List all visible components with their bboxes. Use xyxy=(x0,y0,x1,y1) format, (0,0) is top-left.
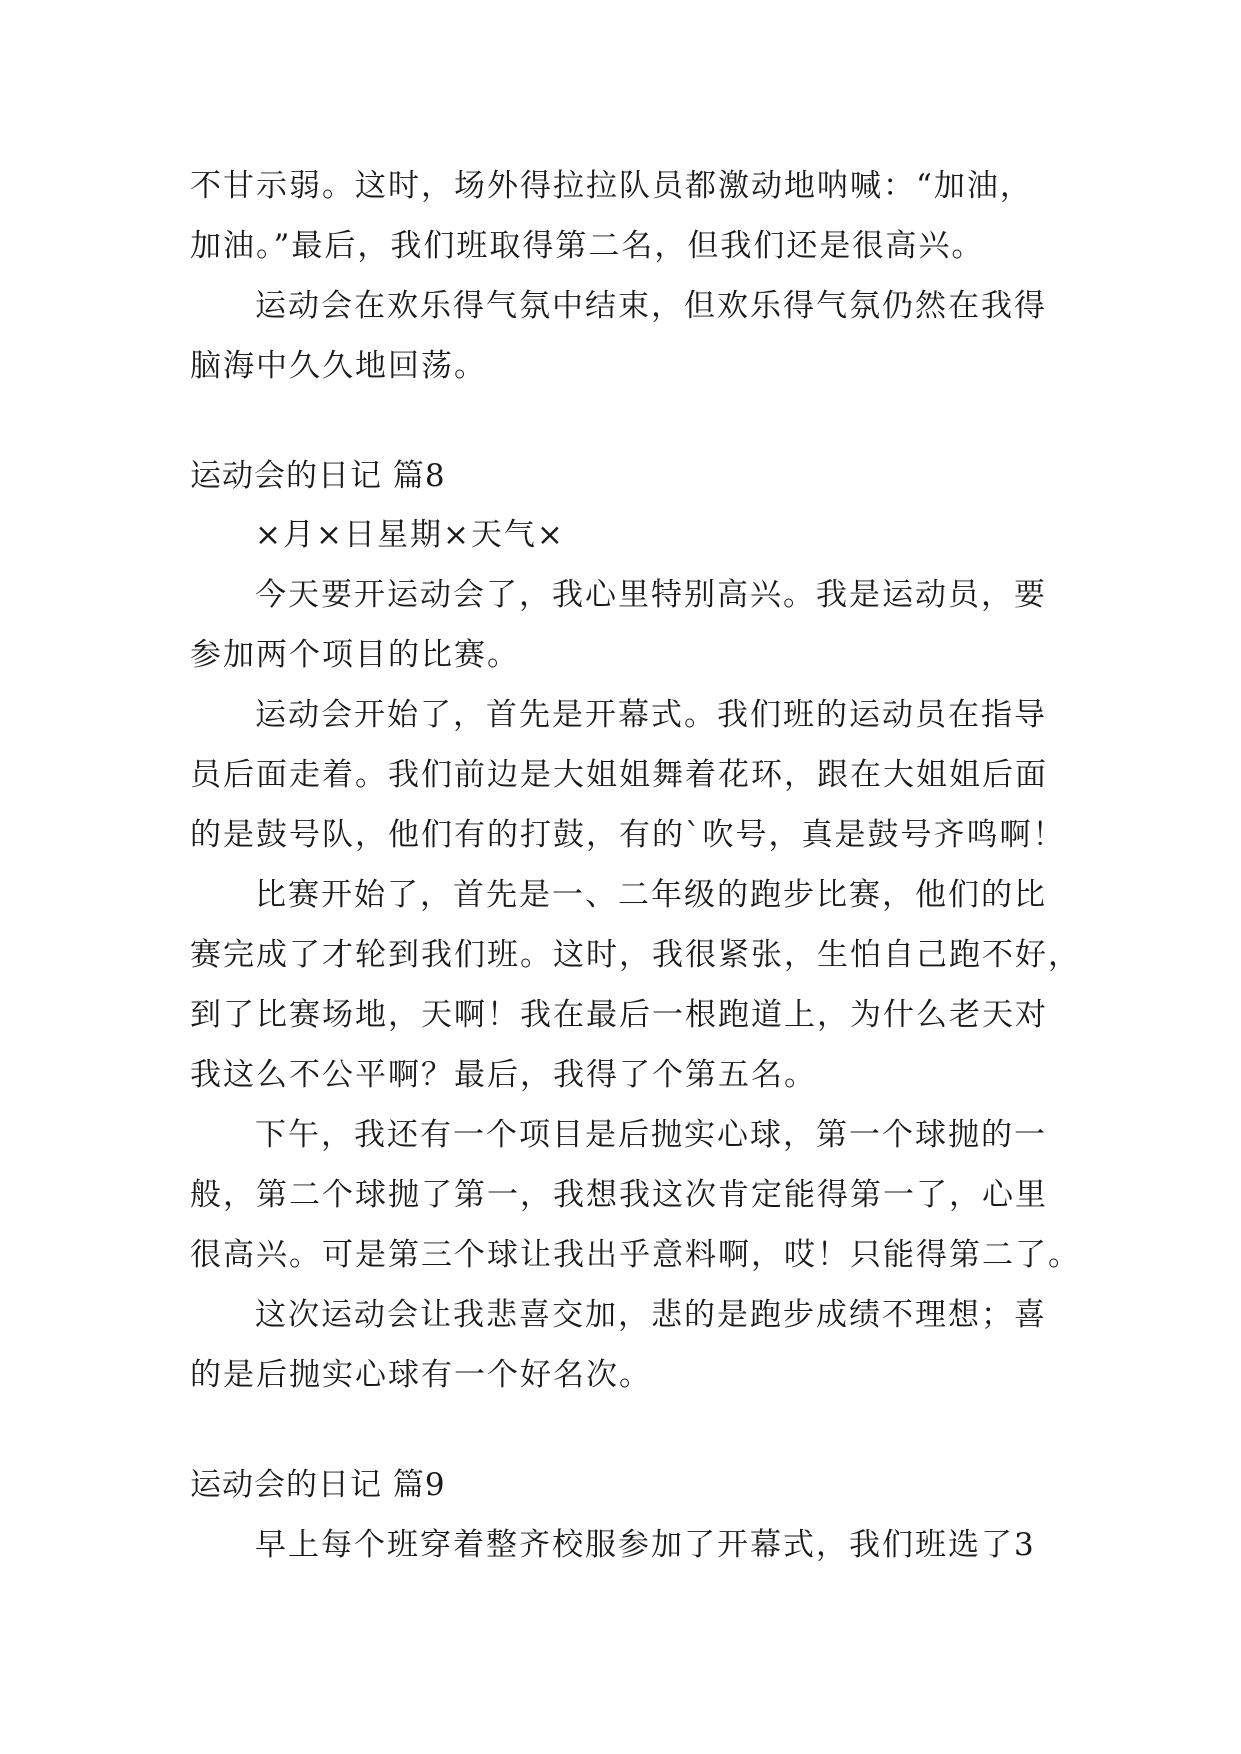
paragraph-line: 不甘示弱。这时，场外得拉拉队员都激动地呐喊：“加油， xyxy=(190,168,1033,204)
section-heading: 运动会的日记 篇8 xyxy=(190,458,446,494)
paragraph-line: 运动会在欢乐得气氛中结束，但欢乐得气氛仍然在我得 xyxy=(255,288,1047,324)
paragraph-line: ×月×日星期×天气× xyxy=(255,517,565,553)
paragraph-line: 加油。”最后，我们班取得第二名，但我们还是很高兴。 xyxy=(190,228,985,264)
paragraph-line: 比赛开始了，首先是一、二年级的跑步比赛，他们的比 xyxy=(255,877,1047,913)
paragraph-line: 的是后抛实心球有一个好名次。 xyxy=(190,1357,652,1393)
paragraph-line: 员后面走着。我们前边是大姐姐舞着花环，跟在大姐姐后面 xyxy=(190,757,1048,793)
paragraph-line: 下午，我还有一个项目是后抛实心球，第一个球抛的一 xyxy=(255,1117,1047,1153)
paragraph-line: 的是鼓号队，他们有的打鼓，有的`吹号，真是鼓号齐鸣啊！ xyxy=(190,817,1066,853)
paragraph-line: 参加两个项目的比赛。 xyxy=(190,637,520,673)
paragraph-line: 般，第二个球抛了第一，我想我这次肯定能得第一了，心里 xyxy=(190,1177,1048,1213)
paragraph-line: 这次运动会让我悲喜交加，悲的是跑步成绩不理想；喜 xyxy=(255,1297,1047,1333)
paragraph-line: 今天要开运动会了，我心里特别高兴。我是运动员，要 xyxy=(255,577,1047,613)
paragraph-line: 我这么不公平啊？最后，我得了个第五名。 xyxy=(190,1057,817,1093)
paragraph-line: 到了比赛场地，天啊！我在最后一根跑道上，为什么老天对 xyxy=(190,997,1048,1033)
paragraph-line: 运动会开始了，首先是开幕式。我们班的运动员在指导 xyxy=(255,697,1047,733)
paragraph-line: 赛完成了才轮到我们班。这时，我很紧张，生怕自己跑不好， xyxy=(190,937,1081,973)
section-heading: 运动会的日记 篇9 xyxy=(190,1467,446,1503)
paragraph-line: 很高兴。可是第三个球让我出乎意料啊，哎！只能得第二了。 xyxy=(190,1237,1081,1273)
paragraph-line: 脑海中久久地回荡。 xyxy=(190,348,487,384)
paragraph-line: 早上每个班穿着整齐校服参加了开幕式，我们班选了3 xyxy=(255,1527,1036,1563)
